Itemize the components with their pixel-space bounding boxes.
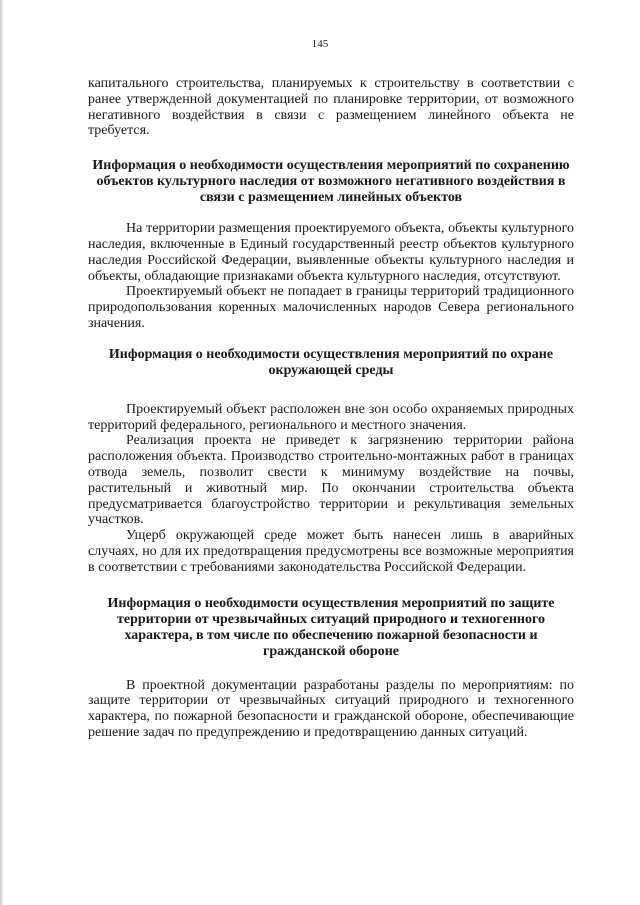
section-paragraph: Проектируемый объект не попадает в границы территорий традиционного природопользования коренных малочисленных народов Севера регионального значения. — [88, 284, 574, 331]
intro-paragraph: капитального строительства, планируемых к строительству в соответствии с ранее утвержденной документацией по планировке территории, от возможного негативного воздействия в связи с размещением линейного объекта не требуется. — [88, 76, 574, 139]
section-paragraph: Ущерб окружающей среде может быть нанесен лишь в аварийных случаях, но для их предотвращения предусмотрены все возможные мероприятия в соответствии с требованиями законодательства Российской Федерации. — [88, 528, 574, 575]
section-paragraph: Проектируемый объект расположен вне зон особо охраняемых природных территорий федерального, регионального и местного значения. — [88, 401, 574, 433]
section-heading-emergency: Информация о необходимости осуществления мероприятий по защите территории от чрезвычайных ситуаций природного и техногенного характера, в том числе по обеспечению пожарной безопасности и гражданской обороне — [107, 595, 555, 659]
page-number: 145 — [311, 38, 329, 50]
section-heading-cultural-heritage: Информация о необходимости осуществления мероприятий по сохранению объектов культурного наследия от возможного негативного воздействия в связи с размещением линейных объектов — [92, 158, 570, 206]
section-paragraph: Реализация проекта не приведет к загрязнению территории района расположения объекта. Производство строительно-монтажных работ в границах отвода земель, позволит свести к минимуму воздействие на почвы, растительный и животный мир. По окончании строительства объекта предусматривается благоустройство территории и рекультивация земельных участков. — [88, 433, 574, 528]
section-paragraph: В проектной документации разработаны разделы по мероприятиям: по защите территории от чрезвычайных ситуаций природного и техногенного характера, по пожарной безопасности и гражданской обороне, обеспечивающие решение задач по предупреждению и предотвращению данных ситуаций. — [88, 677, 574, 740]
section-heading-environment: Информация о необходимости осуществления мероприятий по охране окружающей среды — [108, 346, 554, 378]
section-paragraph: На территории размещения проектируемого объекта, объекты культурного наследия, включенные в Единый государственный реестр объектов культурного наследия Российской Федерации, выявленные объекты культурного наследия и объекты, обладающие признаками объекта культурного наследия, отсутствуют. — [88, 221, 574, 284]
scan-edge — [0, 0, 4, 905]
page-content — [88, 76, 574, 741]
